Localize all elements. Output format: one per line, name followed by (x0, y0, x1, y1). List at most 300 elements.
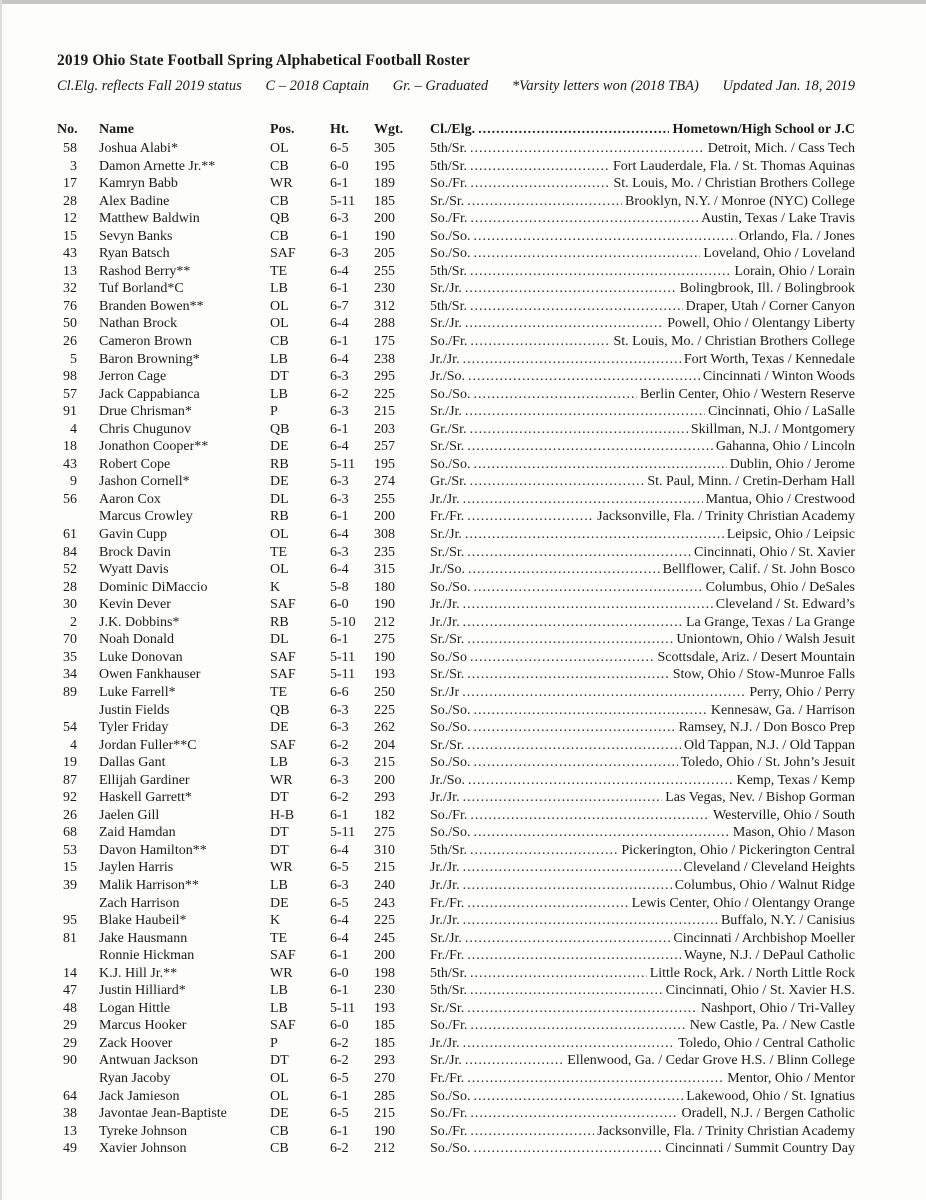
player-position: DE (270, 474, 289, 490)
player-class-eligibility: Sr./Jr. (430, 930, 462, 946)
player-class-eligibility: Sr./Sr. (430, 439, 465, 455)
player-height: 6-3 (330, 491, 349, 507)
player-height: 6-0 (330, 1018, 349, 1034)
dot-leader (473, 702, 707, 720)
player-class-eligibility: Sr./Sr. (430, 1000, 465, 1016)
player-hometown-school: Little Rock, Ark. / North Little Rock (649, 965, 855, 981)
player-height: 6-4 (330, 351, 349, 367)
player-position: P (270, 404, 278, 420)
player-weight: 200 (374, 948, 395, 964)
player-position: DE (270, 439, 289, 455)
player-position: LB (270, 877, 288, 893)
dot-leader (465, 930, 671, 948)
player-class-eligibility: Sr./Sr. (430, 667, 465, 683)
player-name: Malik Harrison** (99, 877, 199, 893)
player-class-eligibility: Sr./Jr. (430, 404, 462, 420)
player-position: TE (270, 930, 288, 946)
table-row (0, 561, 926, 579)
dot-leader (465, 280, 677, 298)
player-class-eligibility: 5th/Sr. (430, 298, 467, 314)
player-number: 4 (70, 421, 77, 437)
player-number: 2 (70, 614, 77, 630)
player-position: CB (270, 158, 289, 174)
dot-leader (467, 508, 594, 526)
player-hometown-school: Powell, Ohio / Olentangy Liberty (667, 316, 855, 332)
player-class-eligibility: So./Fr. (430, 1018, 468, 1034)
player-weight: 193 (374, 1000, 395, 1016)
player-height: 6-2 (330, 790, 349, 806)
player-position: DE (270, 720, 289, 736)
player-name: Owen Fankhauser (99, 667, 201, 683)
player-class-eligibility: So./Fr. (430, 807, 468, 823)
table-row (0, 1105, 926, 1123)
player-hometown-school: Jacksonville, Fla. / Trinity Christian Academy (597, 1123, 855, 1139)
table-row (0, 666, 926, 684)
player-weight: 235 (374, 544, 395, 560)
player-class-eligibility: Sr./Jr. (430, 527, 462, 543)
player-hometown-school: Dublin, Ohio / Jerome (729, 456, 855, 472)
player-class-eligibility: 5th/Sr. (430, 983, 467, 999)
table-row (0, 368, 926, 386)
player-weight: 205 (374, 246, 395, 262)
player-hometown-school: Lorain, Ohio / Lorain (734, 263, 855, 279)
player-position: DT (270, 369, 289, 385)
player-number: 12 (63, 211, 77, 227)
table-header-row (0, 121, 926, 139)
player-height: 6-2 (330, 1035, 349, 1051)
legend-captain-note: C – 2018 Captain (265, 78, 369, 94)
player-name: Ryan Jacoby (99, 1070, 171, 1086)
dot-leader (470, 982, 663, 1000)
player-number: 4 (70, 737, 77, 753)
dot-leader (463, 351, 681, 369)
dot-leader (470, 473, 645, 491)
player-class-eligibility: Sr./Jr. (430, 316, 462, 332)
player-height: 6-1 (330, 228, 349, 244)
player-name: K.J. Hill Jr.** (99, 965, 178, 981)
player-name: Zack Hoover (99, 1035, 173, 1051)
dot-leader (465, 403, 705, 421)
player-hometown-school: Cincinnati / Winton Woods (702, 369, 855, 385)
table-row (0, 491, 926, 509)
dot-leader (467, 737, 681, 755)
player-weight: 182 (374, 807, 395, 823)
player-hometown-school: St. Louis, Mo. / Christian Brothers College (613, 176, 855, 192)
player-hometown-school: Bolingbrook, Ill. / Bolingbrook (679, 281, 855, 297)
player-hometown-school: Mason, Ohio / Mason (732, 825, 855, 841)
player-number: 53 (63, 842, 77, 858)
player-class-eligibility: So./So. (430, 720, 471, 736)
player-height: 6-1 (330, 807, 349, 823)
player-number: 5 (70, 351, 77, 367)
player-name: Jashon Cornell* (99, 474, 190, 490)
player-height: 6-2 (330, 1053, 349, 1069)
player-name: Marcus Hooker (99, 1018, 187, 1034)
table-row (0, 965, 926, 983)
player-height: 6-3 (330, 404, 349, 420)
player-position: OL (270, 141, 289, 156)
player-number: 61 (63, 527, 77, 543)
player-class-eligibility: Fr./Fr. (430, 509, 465, 525)
dot-leader (467, 544, 691, 562)
player-position: SAF (270, 737, 296, 753)
player-number: 43 (63, 246, 77, 262)
player-name: Javontae Jean-Baptiste (99, 1106, 227, 1122)
player-class-eligibility: 5th/Sr. (430, 158, 467, 174)
table-row (0, 631, 926, 649)
dot-leader (467, 193, 622, 211)
player-number: 43 (63, 456, 77, 472)
player-number: 39 (63, 877, 77, 893)
dot-leader (463, 596, 713, 614)
player-hometown-school: Lewis Center, Ohio / Olentangy Orange (631, 895, 855, 911)
player-name: Gavin Cupp (99, 527, 168, 543)
player-name: Blake Haubeil* (99, 913, 187, 929)
player-name: Alex Badine (99, 193, 170, 209)
player-number: 95 (63, 913, 77, 929)
player-hometown-school: Pickerington, Ohio / Pickerington Central (621, 842, 855, 858)
player-class-eligibility: Gr./Sr. (430, 474, 467, 490)
player-name: Kevin Dever (99, 597, 171, 613)
player-hometown-school: New Castle, Pa. / New Castle (689, 1018, 855, 1034)
player-hometown-school: Buffalo, N.Y. / Canisius (720, 913, 855, 929)
player-position: DT (270, 842, 289, 858)
dot-leader (467, 631, 673, 649)
table-row (0, 544, 926, 562)
player-hometown-school: Scottsdale, Ariz. / Desert Mountain (657, 649, 855, 665)
player-weight: 230 (374, 281, 395, 297)
player-number: 30 (63, 597, 77, 613)
player-position: QB (270, 702, 290, 718)
player-class-eligibility: Jr./So. (430, 369, 466, 385)
dot-leader (470, 1105, 678, 1123)
player-height: 6-1 (330, 983, 349, 999)
player-weight: 193 (374, 667, 395, 683)
player-number: 56 (63, 491, 77, 507)
dot-leader (465, 526, 724, 544)
table-row (0, 807, 926, 825)
player-hometown-school: La Grange, Texas / La Grange (685, 614, 855, 630)
player-name: J.K. Dobbins* (99, 614, 180, 630)
scan-border-top (0, 0, 926, 4)
player-position: WR (270, 860, 293, 876)
player-number: 38 (63, 1106, 77, 1122)
player-class-eligibility: 5th/Sr. (430, 141, 467, 156)
dot-leader (462, 684, 746, 702)
player-height: 6-1 (330, 632, 349, 648)
player-position: WR (270, 176, 293, 192)
dot-leader (473, 719, 675, 737)
player-number: 58 (63, 141, 77, 156)
table-row (0, 789, 926, 807)
player-name: Cameron Brown (99, 334, 192, 350)
table-row (0, 140, 926, 158)
player-number: 19 (63, 755, 77, 771)
player-position: WR (270, 965, 293, 981)
col-header-no: No. (57, 122, 78, 137)
player-height: 6-4 (330, 930, 349, 946)
player-name: Noah Donald (99, 632, 175, 648)
player-height: 5-11 (330, 649, 356, 665)
roster-table (0, 140, 926, 1158)
player-weight: 275 (374, 632, 395, 648)
player-class-eligibility: Sr./Sr. (430, 544, 465, 560)
player-hometown-school: Cincinnati, Ohio / LaSalle (708, 404, 855, 420)
table-row (0, 754, 926, 772)
player-class-eligibility: Fr./Fr. (430, 948, 465, 964)
player-class-eligibility: So./So. (430, 1088, 471, 1104)
player-weight: 238 (374, 351, 395, 367)
table-row (0, 1052, 926, 1070)
player-name: Baron Browning* (99, 351, 200, 367)
player-position: RB (270, 456, 289, 472)
player-height: 5-11 (330, 1000, 356, 1016)
table-row (0, 912, 926, 930)
player-name: Jerron Cage (99, 369, 167, 385)
dot-leader (465, 315, 664, 333)
player-height: 6-3 (330, 246, 349, 262)
player-hometown-school: Westerville, Ohio / South (713, 807, 855, 823)
player-class-eligibility: Sr./Sr. (430, 193, 465, 209)
player-hometown-school: St. Louis, Mo. / Christian Brothers College (613, 334, 855, 350)
player-hometown-school: Nashport, Ohio / Tri-Valley (701, 1000, 855, 1016)
dot-leader (467, 666, 669, 684)
player-height: 5-11 (330, 193, 356, 209)
player-class-eligibility: Jr./Jr. (430, 491, 460, 507)
player-name: Luke Farrell* (99, 684, 176, 700)
player-height: 6-4 (330, 562, 349, 578)
table-row (0, 456, 926, 474)
dot-leader (467, 895, 628, 913)
player-class-eligibility: Sr./Sr. (430, 737, 465, 753)
dot-leader (470, 158, 610, 176)
player-hometown-school: Gahanna, Ohio / Lincoln (715, 439, 855, 455)
player-weight: 215 (374, 860, 395, 876)
player-height: 6-0 (330, 965, 349, 981)
player-hometown-school: Wayne, N.J. / DePaul Catholic (683, 948, 855, 964)
player-weight: 255 (374, 491, 395, 507)
player-hometown-school: Columbus, Ohio / Walnut Ridge (674, 877, 855, 893)
player-class-eligibility: Jr./So. (430, 772, 466, 788)
player-position: TE (270, 544, 288, 560)
player-weight: 310 (374, 842, 395, 858)
player-position: LB (270, 386, 288, 402)
player-number: 28 (63, 193, 77, 209)
player-name: Logan Hittle (99, 1000, 171, 1016)
player-weight: 315 (374, 562, 395, 578)
player-weight: 180 (374, 579, 395, 595)
player-class-eligibility: Fr./Fr. (430, 895, 465, 911)
player-number: 70 (63, 632, 77, 648)
player-position: DT (270, 825, 289, 841)
player-position: SAF (270, 649, 296, 665)
player-weight: 274 (374, 474, 395, 490)
player-position: DL (270, 491, 289, 507)
player-weight: 305 (374, 141, 395, 156)
table-row (0, 280, 926, 298)
player-position: K (270, 579, 281, 595)
dot-leader (468, 772, 733, 790)
legend-updated-date: Updated Jan. 18, 2019 (722, 78, 855, 94)
player-class-eligibility: So./So. (430, 246, 471, 262)
player-name: Ellijah Gardiner (99, 772, 190, 788)
player-weight: 200 (374, 772, 395, 788)
player-position: CB (270, 228, 289, 244)
player-position: DT (270, 790, 289, 806)
legend-varsity-note: *Varsity letters won (2018 TBA) (511, 78, 699, 94)
player-name: Chris Chugunov (99, 421, 192, 437)
player-weight: 190 (374, 1123, 395, 1139)
player-hometown-school: Loveland, Ohio / Loveland (703, 246, 855, 262)
player-weight: 185 (374, 1018, 395, 1034)
player-name: Luke Donovan (99, 649, 183, 665)
player-class-eligibility: Sr./Jr. (430, 281, 462, 297)
player-height: 6-3 (330, 474, 349, 490)
player-position: LB (270, 281, 288, 297)
player-height: 5-8 (330, 579, 349, 595)
player-weight: 275 (374, 825, 395, 841)
player-hometown-school: Orlando, Fla. / Jones (738, 228, 855, 244)
player-height: 6-2 (330, 1141, 349, 1157)
col-header-pos: Pos. (270, 122, 295, 137)
player-position: TE (270, 263, 288, 279)
dot-leader (470, 263, 732, 281)
player-weight: 200 (374, 509, 395, 525)
player-name: Wyatt Davis (99, 562, 169, 578)
player-name: Jake Hausmann (99, 930, 188, 946)
player-weight: 190 (374, 597, 395, 613)
dot-leader (473, 754, 677, 772)
player-weight: 203 (374, 421, 395, 437)
player-number: 76 (63, 298, 77, 314)
dot-leader (473, 1088, 683, 1106)
table-row (0, 1035, 926, 1053)
table-row (0, 982, 926, 1000)
table-row (0, 438, 926, 456)
player-name: Jordan Fuller**C (99, 737, 197, 753)
table-row (0, 508, 926, 526)
table-row (0, 737, 926, 755)
dot-leader (470, 140, 705, 158)
player-class-eligibility: Sr./Jr. (430, 1053, 462, 1069)
player-number: 26 (63, 807, 77, 823)
player-height: 6-5 (330, 1070, 349, 1086)
player-position: CB (270, 193, 289, 209)
player-height: 5-11 (330, 825, 356, 841)
dot-leader (470, 807, 710, 825)
dot-leader (470, 298, 683, 316)
dot-leader (470, 1017, 686, 1035)
player-position: P (270, 1035, 278, 1051)
player-number: 81 (63, 930, 77, 946)
dot-leader (468, 368, 700, 386)
player-height: 6-0 (330, 158, 349, 174)
col-header-cl-elg: Cl./Elg. (430, 122, 476, 137)
table-row (0, 859, 926, 877)
col-header-hometown: Hometown/High School or J.C (672, 122, 855, 137)
player-weight: 285 (374, 1088, 395, 1104)
player-height: 6-2 (330, 386, 349, 402)
dot-leader (470, 175, 610, 193)
player-hometown-school: Toledo, Ohio / Central Catholic (678, 1035, 855, 1051)
player-class-eligibility: Jr./Jr. (430, 351, 460, 367)
player-class-eligibility: Jr./Jr. (430, 913, 460, 929)
player-name: Jaylen Harris (99, 860, 174, 876)
player-position: LB (270, 983, 288, 999)
player-class-eligibility: 5th/Sr. (430, 263, 467, 279)
player-hometown-school: Fort Worth, Texas / Kennedale (683, 351, 855, 367)
dot-leader (467, 1000, 698, 1018)
player-name: Matthew Baldwin (99, 211, 200, 227)
player-height: 6-4 (330, 842, 349, 858)
player-height: 6-3 (330, 720, 349, 736)
dot-leader (473, 245, 700, 263)
player-weight: 288 (374, 316, 395, 332)
dot-leader (470, 333, 610, 351)
player-name: Jonathon Cooper** (99, 439, 209, 455)
player-number: 54 (63, 720, 77, 736)
player-name: Dallas Gant (99, 755, 166, 771)
col-header-ht: Ht. (330, 122, 350, 137)
player-height: 6-3 (330, 544, 349, 560)
player-position: CB (270, 1123, 289, 1139)
player-height: 6-4 (330, 316, 349, 332)
player-position: CB (270, 1141, 289, 1157)
player-weight: 195 (374, 158, 395, 174)
dot-leader (463, 859, 681, 877)
player-hometown-school: Toledo, Ohio / St. John’s Jesuit (680, 755, 855, 771)
table-row (0, 684, 926, 702)
player-position: DE (270, 1106, 289, 1122)
player-position: CB (270, 334, 289, 350)
player-class-eligibility: Jr./Jr. (430, 1035, 460, 1051)
player-weight: 212 (374, 614, 395, 630)
player-weight: 225 (374, 386, 395, 402)
player-class-eligibility: So./So. (430, 228, 471, 244)
player-weight: 293 (374, 1053, 395, 1069)
player-name: Ronnie Hickman (99, 948, 195, 964)
player-weight: 215 (374, 404, 395, 420)
table-row (0, 930, 926, 948)
player-height: 6-1 (330, 1123, 349, 1139)
player-hometown-school: Columbus, Ohio / DeSales (705, 579, 855, 595)
player-hometown-school: Las Vegas, Nev. / Bishop Gorman (665, 790, 855, 806)
player-name: Haskell Garrett* (99, 790, 192, 806)
player-number: 52 (63, 562, 77, 578)
player-number: 84 (63, 544, 77, 560)
dot-leader (465, 1052, 564, 1070)
player-height: 6-4 (330, 913, 349, 929)
player-height: 6-3 (330, 877, 349, 893)
dot-leader (463, 614, 683, 632)
player-number: 32 (63, 281, 77, 297)
player-class-eligibility: So./Fr. (430, 334, 468, 350)
player-class-eligibility: Fr./Fr. (430, 1070, 465, 1086)
player-hometown-school: Leipsic, Ohio / Leipsic (726, 527, 855, 543)
table-row (0, 1017, 926, 1035)
table-row (0, 1140, 926, 1158)
player-number: 29 (63, 1035, 77, 1051)
legend-graduated-note: Gr. – Graduated (392, 78, 489, 94)
player-name: Rashod Berry** (99, 263, 191, 279)
player-weight: 225 (374, 913, 395, 929)
player-name: Nathan Brock (99, 316, 178, 332)
player-height: 5-10 (330, 614, 356, 630)
player-hometown-school: Skillman, N.J. / Montgomery (690, 421, 855, 437)
table-row (0, 596, 926, 614)
player-name: Branden Bowen** (99, 298, 204, 314)
player-number: 90 (63, 1053, 77, 1069)
